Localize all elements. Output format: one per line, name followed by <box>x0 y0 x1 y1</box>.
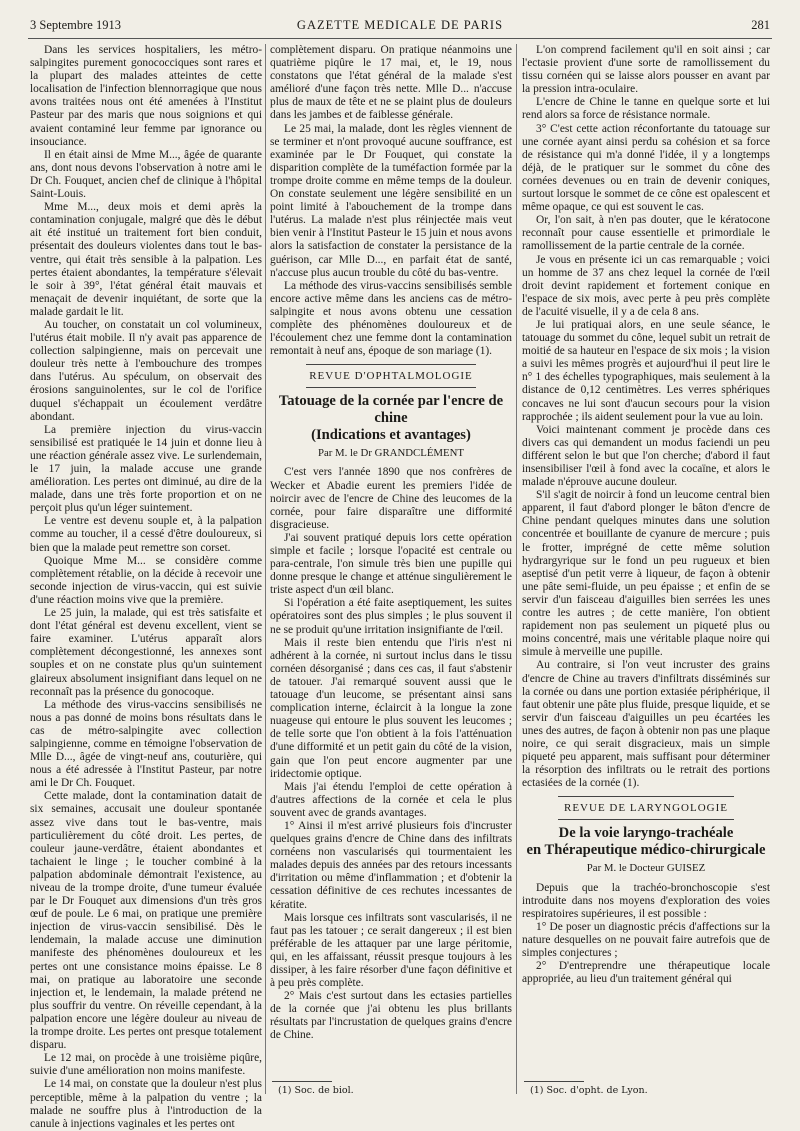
paragraph: 1° Ainsi il m'est arrivé plusieurs fois d'incruster quelques grains d'encre de Chine dans des infiltrats cornéens non vascularisés qui tourmentaient les malades depuis des années par des retours incessants d'irritation ou même d'inflammation ; et d'obtenir la cessation définitive de ces rechutes incessantes de kératite. <box>270 819 512 911</box>
article-byline: Par M. le Dr GRANDCLÉMENT <box>317 447 465 460</box>
section-rule <box>558 819 734 820</box>
paragraph: complètement disparu. On pratique néanmoins une quatrième piqûre le 17 mai, et, le 19, nous constatons que l'état général de la malade s'est amélioré d'une façon très nette. Mlle D... n'accuse plus de maux de tête et ne se plaint plus de douleurs dans les jambes et de faiblesse générale. <box>270 44 512 122</box>
paragraph: Le 25 mai, la malade, dont les règles viennent de se terminer et n'ont provoqué aucune souffrance, est examinée par le Dr Fouquet, qui constate la disparition complète de la tuméfaction formée par la trompe droite comme en même temps de la douleur. On constate seulement une légère sensibilité en un point limité à l'abouchement de la trompe dans l'utérus. La malade n'est plus réinjectée mais veut bien venir à l'Institut Pasteur le 15 juin et nous avons alors la satisfaction de constater la persistance de la guérison, car Mlle D..., en parfait état de santé, n'accuse plus aucun trouble du côté du bas-ventre. <box>270 122 512 279</box>
paragraph: La méthode des virus-vaccins sensibilisés semble encore active même dans les anciens cas de métro-salpingite et nous avons obtenu une cessation complète des phénomènes douloureux et de l'écoulement chez une femme dont la contamination remontait à neuf ans, époque de son mariage (1). <box>270 279 512 358</box>
paragraph: La première injection du virus-vaccin sensibilisé est pratiquée le 14 juin et donne lieu à une réaction générale assez vive. Le surlendemain, le 17 juin, la malade accuse une grande amélioration. Les pertes ont diminué, au dire de la malade, dans une très forte proportion et on ne perçoit plus qu'un léger suintement. <box>30 423 262 515</box>
footnote-rule <box>524 1081 584 1082</box>
paragraph: Mais lorsque ces infiltrats sont vascularisés, il ne faut pas les tatouer ; ce serait dangereux ; il est bien préférable de les attaquer par une large péritomie, qui, en les affaissant, réussit presque toujours à les dissiper, à les faire résorber d'une façon définitive et à peu près complète. <box>270 911 512 990</box>
article-title <box>522 825 770 859</box>
article-title-line-1: De la voie laryngo-trachéale <box>558 825 734 842</box>
paragraph: La méthode des virus-vaccins sensibilisés ne nous a pas donné de moins bons résultats dans le cas de métro-salpingite avec collection salpingienne, comme en témoigne l'observation de Mlle D..., âgée de vingt-neuf ans, couturière, qui nous a été adressée à l'Institut Pasteur, par notre ami le Dr Ch. Fouquet. <box>30 698 262 790</box>
page-number: 281 <box>751 18 770 32</box>
column-3 <box>522 44 770 1068</box>
paragraph: Quoique Mme M... se considère comme complètement rétablie, on la décide à recevoir une seconde injection de virus-vaccin, qui est suivie d'une réaction moins vive que la première. <box>30 554 262 606</box>
paragraph: Au toucher, on constatait un col volumineux, l'utérus était mobile. Il n'y avait pas apparence de collection salpingienne, mais on percevait une douleur très nette à l'embouchure des trompes dans l'utérus. Au spéculum, on observait des érosions sanguinolentes, sur le col de l'orifice duquel s'échappait un écoulement verdâtre abondant. <box>30 318 262 423</box>
article-title-line-2: (Indications et avantages) <box>311 427 471 444</box>
paragraph: Mais il reste bien entendu que l'iris n'est ni adhérent à la cornée, ni surtout inclus dans le tissu cornéen désorganisé ; dans ces cas, il faut s'abstenir de tatouer. J'ai remarqué souvent aussi que le tatouage d'un leucome, se présentant ainsi sans complication interne, éclaircit à la longue la zone nuageuse qui entoure le plus souvent les leucomes ; de telle sorte que l'on obtient à la fois l'atténuation d'une difformité et un petit gain du côté de la vision, gain que l'on peut encore augmenter par une iridectomie optique. <box>270 636 512 780</box>
article-byline: Par M. le Docteur GUISEZ <box>586 862 706 875</box>
paragraph: Le ventre est devenu souple et, à la palpation comme au toucher, il a cessé d'être douloureux, si bien que la malade peut remettre son corset. <box>30 515 262 554</box>
column-1 <box>30 44 262 1130</box>
column-divider-1 <box>265 44 266 1094</box>
section-rule <box>306 364 476 365</box>
paragraph: Mais j'ai étendu l'emploi de cette opération à d'autres affections de la cornée et cela le plus souvent avec de grands avantages. <box>270 780 512 819</box>
journal-title: GAZETTE MEDICALE DE PARIS <box>296 18 504 32</box>
footnote-block <box>522 1073 770 1096</box>
article-title-line-1: Tatouage de la cornée par l'encre de chine <box>278 393 504 427</box>
running-head <box>30 14 770 36</box>
paragraph: Je lui pratiquai alors, en une seule séance, le tatouage du sommet du cône, lequel subit un retrait de moitié de sa hauteur en l'espace de six mois ; la vision a suivi les mêmes progrès et aujourd'hui il peut lire le n° 1 des échelles typographiques, mais seulement à la distance de 0,12 centimètres. Les verres sphériques concaves ne lui sont d'aucun secours pour la vision rapprochée ; ils aident seulement pour la vue au loin. <box>522 318 770 423</box>
column-2 <box>270 44 512 1068</box>
section-label-laryngology: REVUE DE LARYNGOLOGIE <box>564 802 728 815</box>
footnote: (1) Soc. d'opht. de Lyon. <box>530 1085 648 1096</box>
paragraph: L'encre de Chine le tanne en quelque sorte et lui rend alors sa force de résistance normale. <box>522 96 770 122</box>
paragraph: Le 25 juin, la malade, qui est très satisfaite et dont l'état général est devenu excellent, vient se faire examiner. L'utérus apparaît alors complètement décongestionné, les annexes sont souples et on ne constate plus qu'un suintement glaireux absolument insignifiant dans lequel on ne reconnaît pas la présence du gonocoque. <box>30 607 262 698</box>
paragraph: Cette malade, dont la contamination datait de six semaines, accusait une douleur spontanée assez vive dans tout le bas-ventre, mais particulièrement du côté droit. Les pertes, de couleur jaune-verdâtre, étaient abondantes et tachaient le linge ; le toucher combiné à la palpation abdominale démontrait l'existence, au niveau de la trompe droite, d'une tumeur évaluée par le Dr Fouquet aux dimensions d'un très gros œuf de poule. Le 6 mai, on pratique une première injection de virus-vaccin sensibilisé. Dès le lendemain, la malade accuse une diminution manifeste des phénomènes douloureux et les pertes ont une consistance moins épaisse. Le 8 mai, on pratique au laboratoire une seconde injection et, le lendemain, la malade prétend ne plus souffrir du ventre. On réveille cependant, à la palpation encore une légère douleur au niveau de la trompe droite. Les pertes ont presque totalement disparu. <box>30 790 262 1052</box>
section-rule <box>558 796 734 797</box>
header-rule <box>28 38 772 39</box>
issue-date: 3 Septembre 1913 <box>30 18 121 32</box>
paragraph: S'il s'agit de noircir à fond un leucome central bien apparent, il faut d'abord plonger le bâton d'encre de Chine pendant quelques minutes dans une solution concentrée et bouillante de cyanure de mercure ; puis le frotter, imprégné de cette même solution hydrargyrique sur le fond un peu rugueux et bien aseptisé d'un petit verre à liqueur, de façon à obtenir une pâte semi-fluide, un peu épaisse ; et enfin de se servir d'un faisceau d'aiguilles bien serrées les unes contre les autres ; de cette manière, l'on obtient rapidement non pas seulement un piqueté plus ou moins concentré, mais une véritable plaque noire qui simule à merveille une pupille. <box>522 489 770 659</box>
footnote: (1) Soc. de biol. <box>278 1085 354 1096</box>
paragraph: Si l'opération a été faite aseptiquement, les suites opératoires sont des plus simples ; le plus souvent il ne se produit qu'une irritation insignifiante de l'œil. <box>270 597 512 636</box>
section-label-ophthalmology: REVUE D'OPHTALMOLOGIE <box>309 370 473 383</box>
paragraph: L'on comprend facilement qu'il en soit ainsi ; car l'ectasie provient d'une sorte de ramollissement du tissu cornéen qui se laisse alors pousser en avant par la pression intra-oculaire. <box>522 44 770 96</box>
paragraph: 1° De poser un diagnostic précis d'affections sur la nature desquelles on ne pouvait faire autrefois que de simples conjectures ; <box>522 920 770 959</box>
section-rule <box>306 387 476 388</box>
paragraph: Or, l'on sait, à n'en pas douter, que le kératocone reconnaît pour cause essentielle et primordiale le ramollissement de la partie centrale de la cornée. <box>522 214 770 253</box>
paragraph: Depuis que la trachéo-bronchoscopie s'est introduite dans nos moyens d'exploration des voies respiratoires supérieures, il est possible : <box>522 881 770 920</box>
paragraph: Je vous en présente ici un cas remarquable ; voici un homme de 37 ans chez lequel la cornée de l'œil droit devint rapidement et fortement conique en l'espace de six mois, avec perte à peu près complète de l'acuité visuelle, il y a de cela 8 ans. <box>522 253 770 318</box>
footnote-rule <box>272 1081 332 1082</box>
paragraph: 2° D'entreprendre une thérapeutique locale appropriée, au lieu d'un traitement général qui <box>522 960 770 986</box>
paragraph: Dans les services hospitaliers, les métro-salpingites purement gonococciques sont rares et la plupart des malades atteintes de cette localisation de l'infection blennorragique que nous avons traitées nous ont été amenées à l'Institut Pasteur par des maris que nous soignions et qui avaient contaminé leur femme par ignorance ou insouciance. <box>30 44 262 148</box>
footnote-block <box>270 1073 512 1096</box>
paragraph: Voici maintenant comment je procède dans ces divers cas qui demandent un modus faciendi un peu différent selon le but que l'on cherche; d'abord il faut insensibiliser l'œil à fond avec la cocaïne, et alors le malade n'éprouve aucune douleur. <box>522 423 770 489</box>
article-title-line-2: en Thérapeutique médico-chirurgicale <box>526 842 766 859</box>
paragraph: 2° Mais c'est surtout dans les ectasies partielles de la cornée que j'ai obtenu les plus brillants résultats par l'incrustation de quelques grains d'encre de Chine. <box>270 990 512 1042</box>
paragraph: Le 14 mai, on constate que la douleur n'est plus perceptible, même à la palpation du ventre ; la malade ne souffre plus à l'introduction de la canule à injections vaginales et les pertes ont <box>30 1078 262 1130</box>
paragraph: Il en était ainsi de Mme M..., âgée de quarante ans, dont nous devons l'observation à notre ami le Dr Ch. Fouquet, ancien chef de clinique à l'hôpital Saint-Louis. <box>30 148 262 201</box>
paragraph: Mme M..., deux mois et demi après la contamination conjugale, malgré que dès le début ait été institué un traitement fort bien conduit, présentait des douleurs violentes dans tout le bas-ventre, qui était très sensible à la palpation. Les pertes étaient abondantes, la température s'élevait le soir à 39°, l'état général était mauvais et menaçait de devenir inquiétant, de sorte que la malade gardait le lit. <box>30 201 262 318</box>
paragraph: Au contraire, si l'on veut incruster des grains d'encre de Chine au travers d'infiltrats disséminés sur la cornée ou dans une portion extasiée périphérique, il faut obtenir une pâte plus fluide, presque liquide, et se servir d'un faisceau d'aiguilles un peu écartées les unes des autres, de façon à obtenir non pas une plaque noire, ce qui serait disgracieux, mais un simple piqueté peu apparent, mais suffisant pour déterminer la résorption des infiltrats ou le retrait des portions ectasiées de la cornée (1). <box>522 659 770 790</box>
paragraph: C'est vers l'année 1890 que nos confrères de Wecker et Abadie eurent les premiers l'idée de noircir avec de l'encre de Chine des leucomes de la cornée, pour faire disparaître une difformité disgracieuse. <box>270 466 512 531</box>
column-divider-2 <box>516 44 517 1094</box>
paragraph: 3° C'est cette action réconfortante du tatouage sur une cornée ayant ainsi perdu sa cohésion et sa force de résistance qui m'a donné l'idée, il y a longtemps déjà, de le pratiquer sur le sommet du cône des cornées devenues ou en train de devenir coniques, surtout lorsque le sommet de ce cône est opalescent et même opaque, ce qui est souvent le cas. <box>522 122 770 214</box>
paragraph: Le 12 mai, on procède à une troisième piqûre, suivie d'une amélioration non moins manifeste. <box>30 1052 262 1078</box>
paragraph: J'ai souvent pratiqué depuis lors cette opération simple et facile ; lorsque l'opacité est centrale ou para-centrale, l'on simule très bien une pupille qui donne presque le change et atténue singulièrement le triste aspect d'un œil blanc. <box>270 531 512 597</box>
article-title <box>270 393 512 444</box>
